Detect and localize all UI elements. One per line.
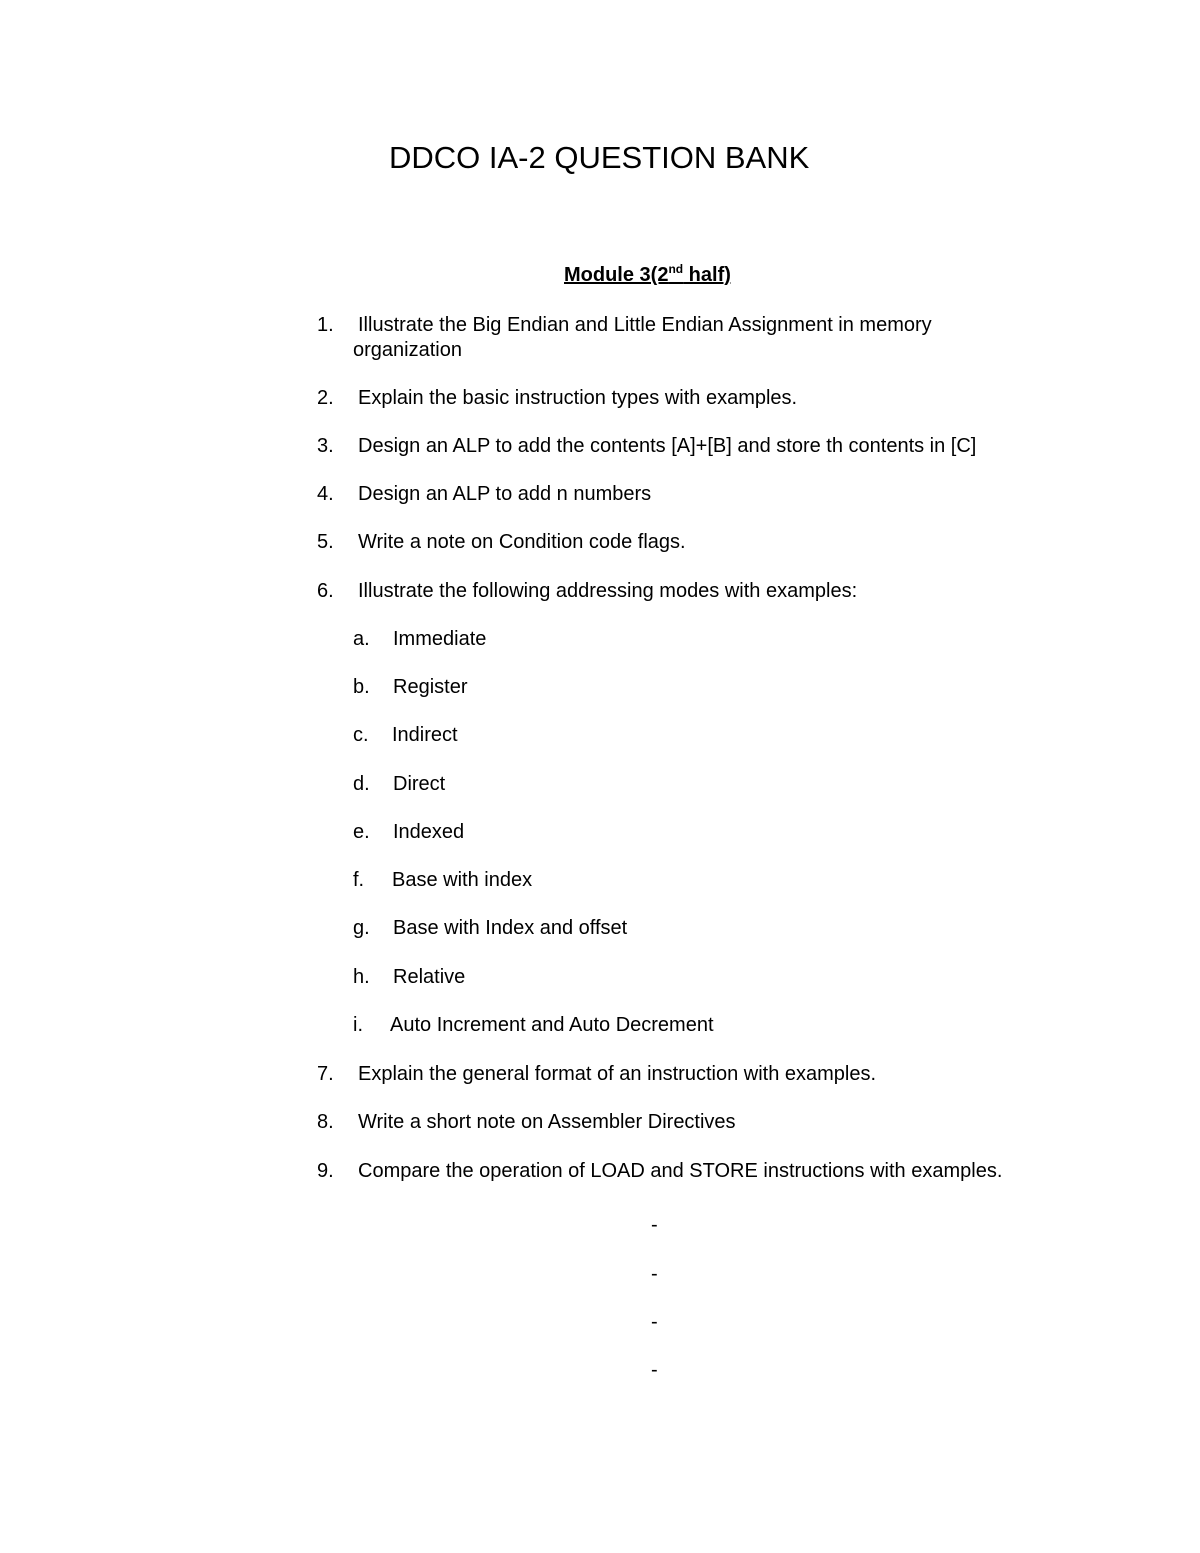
sub-item-text: Immediate: [393, 628, 487, 650]
question-number: 8.: [317, 1111, 334, 1133]
sub-item: [353, 772, 853, 797]
sub-item: [353, 1013, 853, 1038]
question-item: [317, 1062, 1017, 1087]
question-number: 2.: [317, 387, 334, 409]
sub-item-letter: e.: [353, 821, 370, 843]
dash-separator: -: [651, 1263, 658, 1285]
question-item: [317, 1159, 1077, 1184]
module-heading: [564, 264, 731, 287]
question-number: 1.: [317, 314, 334, 336]
dash-separator: -: [651, 1311, 658, 1333]
sub-item-letter: h.: [353, 966, 370, 988]
sub-item-text: Direct: [393, 773, 446, 795]
question-text: Design an ALP to add the contents [A]+[B] and store th contents in [C]: [358, 435, 977, 457]
question-text-continued: organization: [353, 339, 462, 361]
sub-item-text: Indexed: [393, 821, 465, 843]
sub-item: [353, 820, 853, 845]
sub-item: [353, 675, 853, 700]
question-text: Compare the operation of LOAD and STORE instructions with examples.: [358, 1160, 1003, 1182]
question-text: Explain the basic instruction types with examples.: [358, 387, 798, 409]
module-heading-superscript: nd: [668, 262, 684, 276]
question-item: [317, 434, 1057, 459]
sub-item-text: Relative: [393, 966, 466, 988]
sub-item-letter: d.: [353, 773, 370, 795]
sub-item: [353, 723, 853, 748]
sub-item: [353, 627, 853, 652]
question-number: 3.: [317, 435, 334, 457]
question-item: [317, 530, 1017, 555]
sub-item: [353, 916, 853, 941]
question-item: [317, 579, 1017, 604]
page-title: DDCO IA-2 QUESTION BANK: [389, 140, 810, 175]
question-text: Write a short note on Assembler Directives: [358, 1111, 736, 1133]
sub-item-letter: i.: [353, 1014, 363, 1036]
question-number: 6.: [317, 580, 334, 602]
question-item: [317, 313, 1017, 363]
sub-item: [353, 965, 853, 990]
question-number: 7.: [317, 1063, 334, 1085]
question-item: [317, 386, 1017, 411]
question-item: [317, 482, 1017, 507]
sub-item-text: Indirect: [392, 724, 458, 746]
dash-separator: -: [651, 1359, 658, 1381]
sub-item: [353, 868, 853, 893]
sub-item-text: Register: [393, 676, 468, 698]
question-text: Illustrate the Big Endian and Little Endian Assignment in memory: [358, 314, 932, 336]
dash-separator: -: [651, 1214, 658, 1236]
question-text: Write a note on Condition code flags.: [358, 531, 686, 553]
question-text: Design an ALP to add n numbers: [358, 483, 652, 505]
sub-item-letter: g.: [353, 917, 370, 939]
question-number: 4.: [317, 483, 334, 505]
question-number: 5.: [317, 531, 334, 553]
sub-item-letter: f.: [353, 869, 365, 891]
sub-item-letter: c.: [353, 724, 369, 746]
question-number: 9.: [317, 1160, 334, 1182]
question-text: Explain the general format of an instruction with examples.: [358, 1063, 877, 1085]
sub-item-text: Auto Increment and Auto Decrement: [390, 1014, 714, 1036]
module-heading-suffix: half): [683, 264, 731, 286]
sub-item-text: Base with Index and offset: [393, 917, 628, 939]
sub-item-letter: b.: [353, 676, 370, 698]
sub-item-text: Base with index: [392, 869, 533, 891]
module-heading-prefix: Module 3(2: [564, 264, 669, 286]
question-text: Illustrate the following addressing modes with examples:: [358, 580, 858, 602]
sub-item-letter: a.: [353, 628, 370, 650]
question-item: [317, 1110, 1017, 1135]
